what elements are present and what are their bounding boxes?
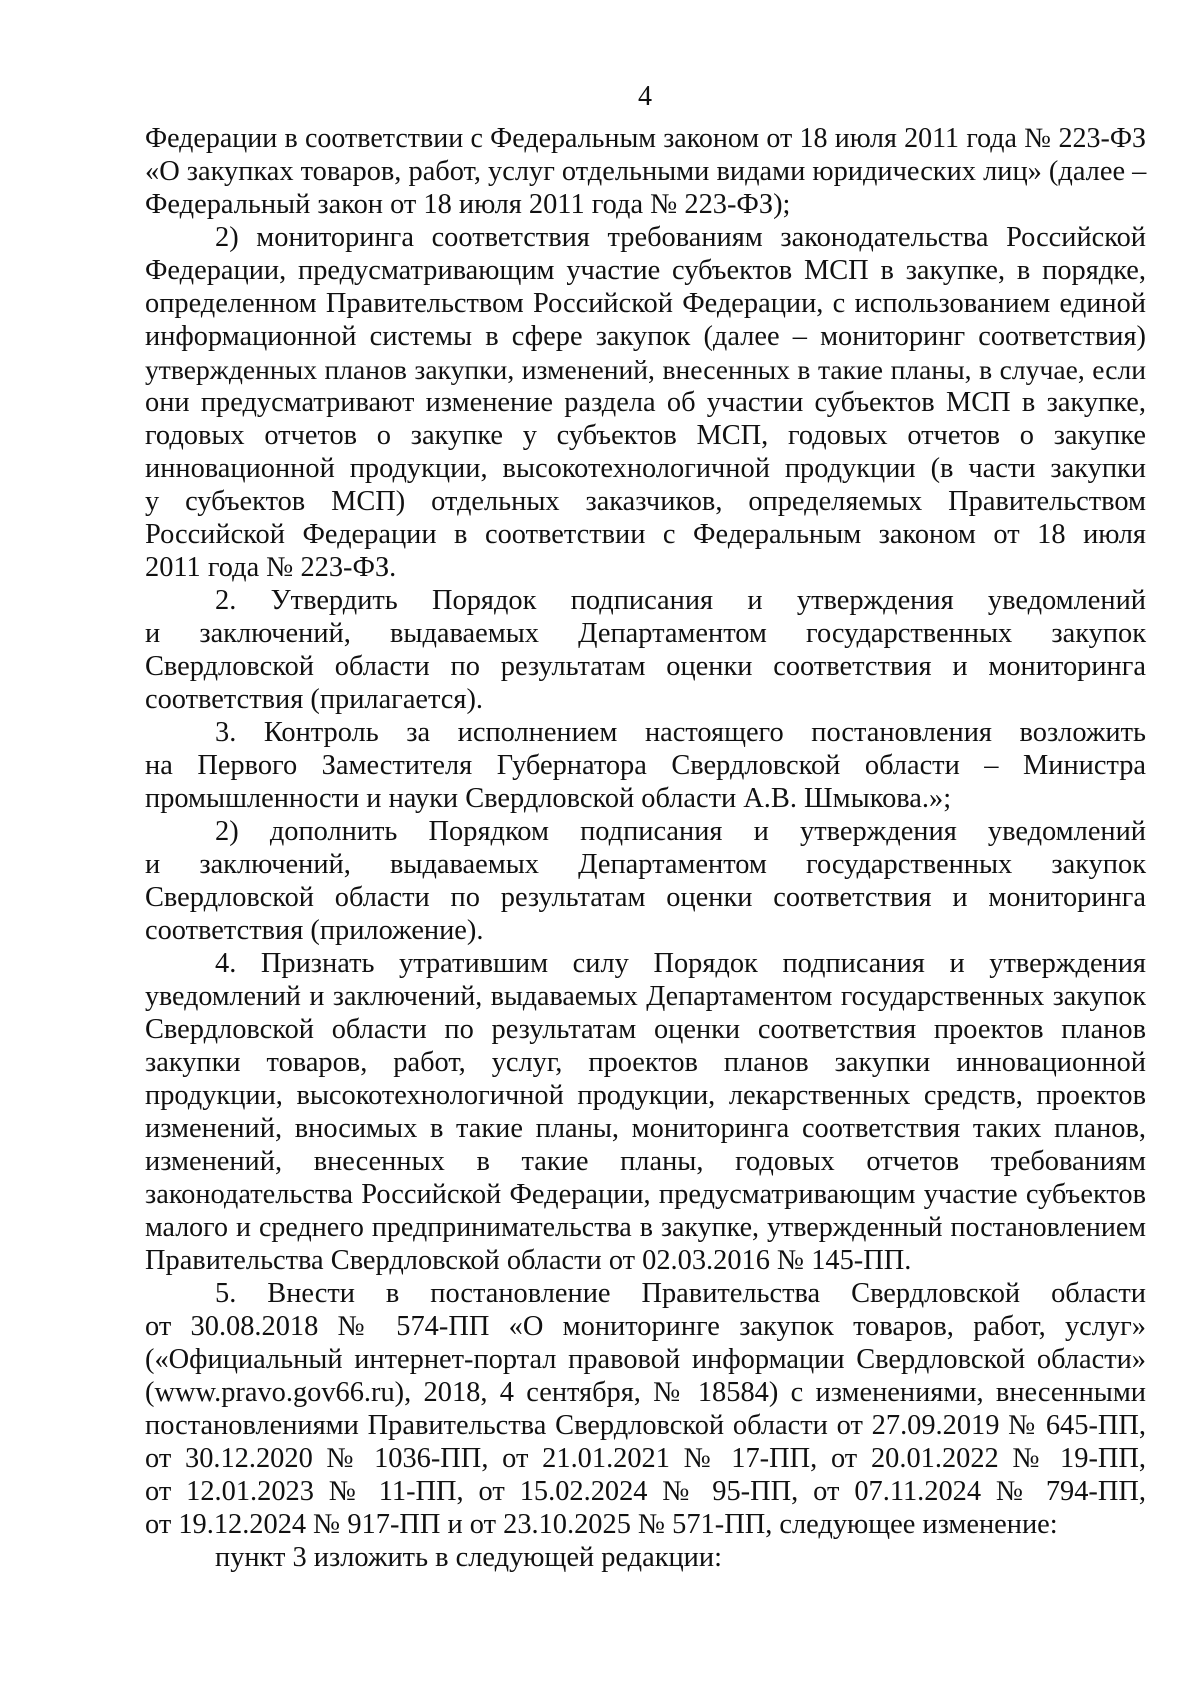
text-line: постановлениями Правительства Свердловской области от 27.09.2019 № 645-ПП,: [145, 1410, 1146, 1441]
text-line: Российской Федерации в соответствии с Федеральным законом от 18 июля: [145, 519, 1146, 550]
text-line: от 30.08.2018 № 574-ПП «О мониторинге закупок товаров, работ, услуг»: [145, 1311, 1146, 1342]
text-line: 5. Внести в постановление Правительства Свердловской области: [215, 1278, 1146, 1309]
text-line: продукции, высокотехнологичной продукции, лекарственных средств, проектов: [145, 1080, 1146, 1111]
text-line: Правительства Свердловской области от 02.03.2016 № 145-ПП.: [145, 1245, 912, 1276]
text-line: пункт 3 изложить в следующей редакции:: [215, 1542, 722, 1573]
text-line: 3. Контроль за исполнением настоящего постановления возложить: [215, 717, 1146, 748]
text-line: 2) дополнить Порядком подписания и утверждения уведомлений: [215, 816, 1146, 847]
text-line: определенном Правительством Российской Федерации, с использованием единой: [145, 288, 1146, 319]
text-line: от 30.12.2020 № 1036-ПП, от 21.01.2021 № 17-ПП, от 20.01.2022 № 19-ПП,: [145, 1443, 1146, 1474]
text-line: и заключений, выдаваемых Департаментом государственных закупок: [145, 618, 1146, 649]
text-line: «О закупках товаров, работ, услуг отдельными видами юридических лиц» (далее –: [145, 156, 1147, 187]
text-line: закупки товаров, работ, услуг, проектов планов закупки инновационной: [145, 1047, 1146, 1078]
text-line: Федерации, предусматривающим участие субъектов МСП в закупке, в порядке,: [145, 255, 1146, 286]
text-line: («Официальный интернет-портал правовой информации Свердловской области»: [145, 1344, 1146, 1375]
text-line: изменений, внесенных в такие планы, годовых отчетов требованиям: [145, 1146, 1146, 1177]
text-line: инновационной продукции, высокотехнологичной продукции (в части закупки: [145, 453, 1146, 484]
text-line: на Первого Заместителя Губернатора Свердловской области – Министра: [145, 750, 1146, 781]
text-line: промышленности и науки Свердловской области А.В. Шмыкова.»;: [145, 783, 952, 814]
text-line: они предусматривают изменение раздела об участии субъектов МСП в закупке,: [145, 387, 1146, 418]
text-line: малого и среднего предпринимательства в закупке, утвержденный постановлением: [145, 1212, 1146, 1243]
page-number: 4: [638, 81, 652, 112]
text-line: Федеральный закон от 18 июля 2011 года № 223-ФЗ);: [145, 189, 791, 220]
document-body: [145, 122, 1146, 1574]
text-line: у субъектов МСП) отдельных заказчиков, определяемых Правительством: [145, 486, 1146, 517]
text-line: (www.pravo.gov66.ru), 2018, 4 сентября, № 18584) с изменениями, внесенными: [145, 1377, 1146, 1408]
text-line: от 12.01.2023 № 11-ПП, от 15.02.2024 № 95-ПП, от 07.11.2024 № 794-ПП,: [145, 1476, 1146, 1507]
text-line: информационной системы в сфере закупок (далее – мониторинг соответствия): [145, 321, 1146, 352]
text-line: 2. Утвердить Порядок подписания и утверждения уведомлений: [215, 585, 1146, 616]
text-line: соответствия (приложение).: [145, 915, 484, 946]
text-line: изменений, вносимых в такие планы, мониторинга соответствия таких планов,: [145, 1113, 1146, 1144]
text-line: соответствия (прилагается).: [145, 684, 483, 715]
text-line: 4. Признать утратившим силу Порядок подписания и утверждения: [215, 948, 1146, 979]
text-line: уведомлений и заключений, выдаваемых Департаментом государственных закупок: [145, 981, 1146, 1012]
text-line: Федерации в соответствии с Федеральным законом от 18 июля 2011 года № 223-ФЗ: [145, 123, 1146, 154]
text-line: Свердловской области по результатам оценки соответствия и мониторинга: [145, 651, 1146, 682]
text-line: Свердловской области по результатам оценки соответствия проектов планов: [145, 1014, 1146, 1045]
text-line: от 19.12.2024 № 917-ПП и от 23.10.2025 № 571-ПП, следующее изменение:: [145, 1509, 1058, 1540]
text-line: и заключений, выдаваемых Департаментом государственных закупок: [145, 849, 1146, 880]
text-line: 2) мониторинга соответствия требованиям законодательства Российской: [215, 222, 1146, 253]
text-line: 2011 года № 223-ФЗ.: [145, 552, 397, 583]
text-line: Свердловской области по результатам оценки соответствия и мониторинга: [145, 882, 1146, 913]
text-line: годовых отчетов о закупке у субъектов МСП, годовых отчетов о закупке: [145, 420, 1146, 451]
text-line: утвержденных планов закупки, изменений, внесенных в такие планы, в случае, если: [145, 354, 1146, 385]
text-line: законодательства Российской Федерации, предусматривающим участие субъектов: [145, 1179, 1146, 1210]
